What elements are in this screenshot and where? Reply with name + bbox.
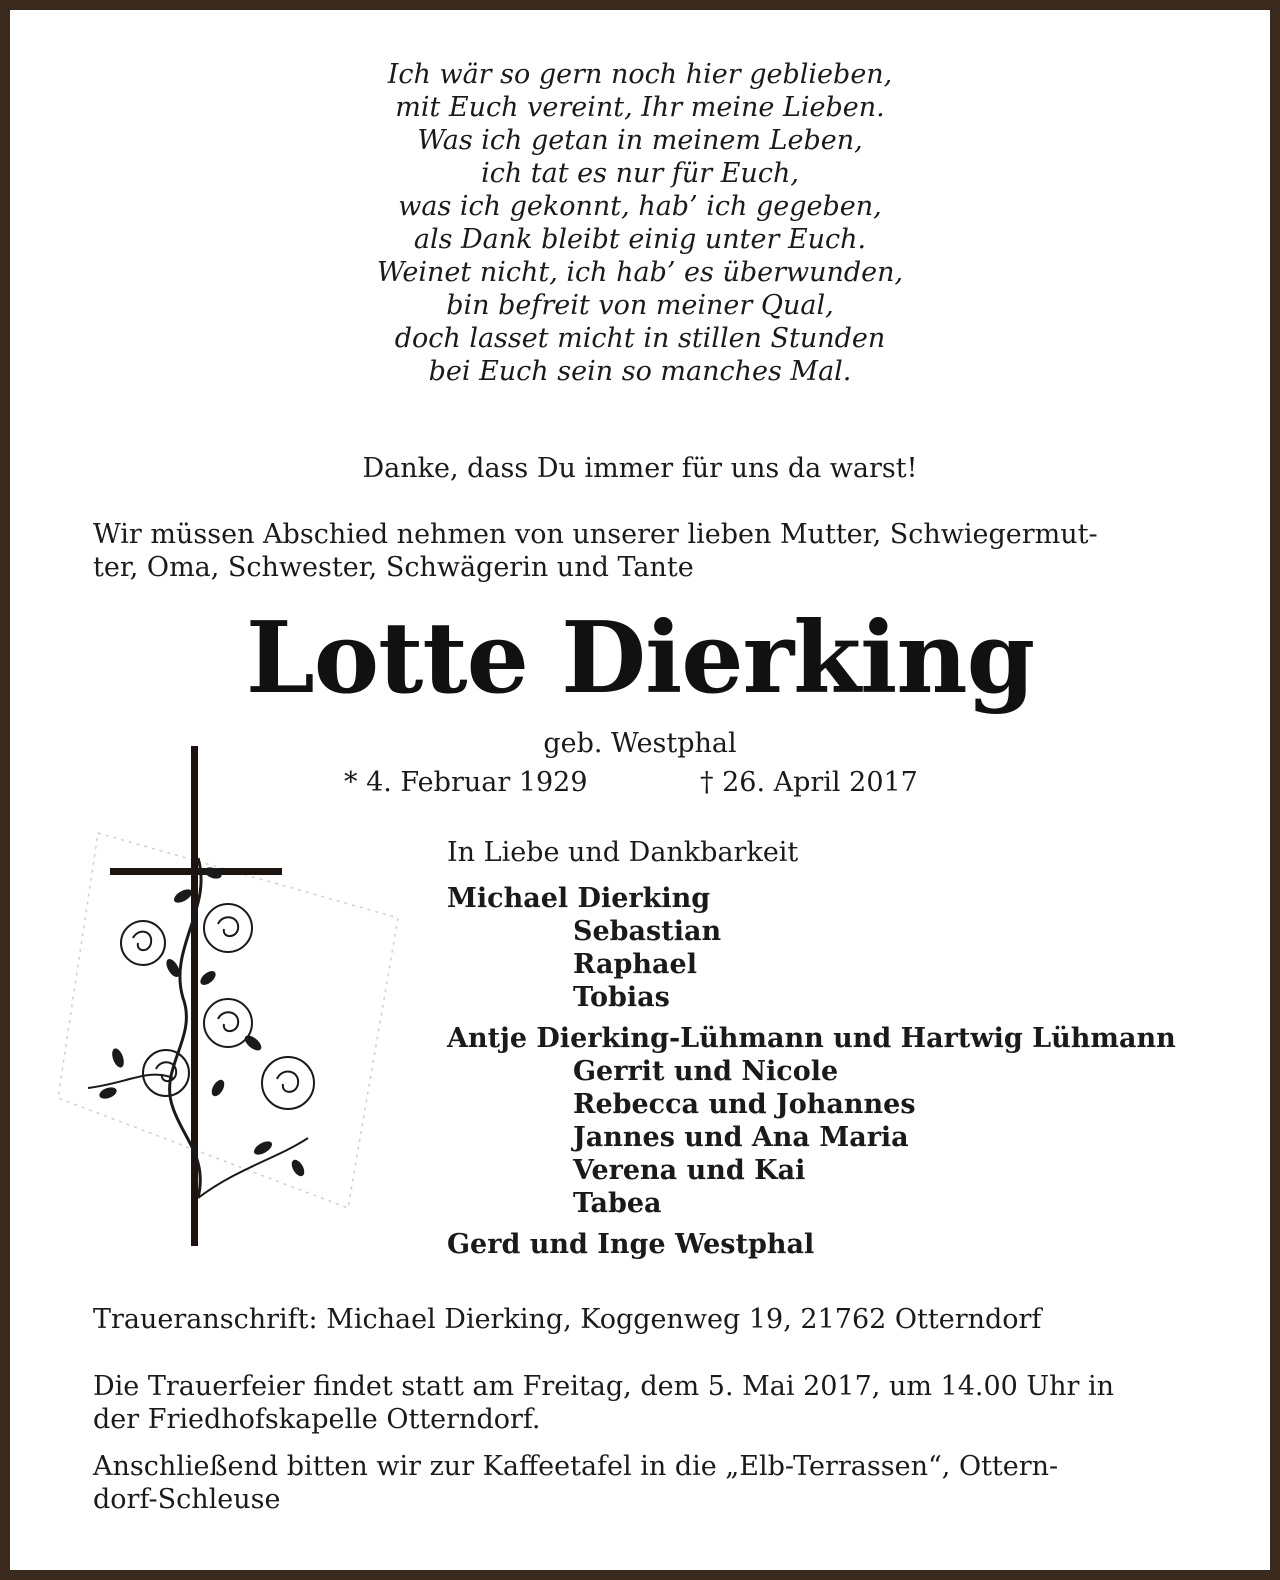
- poem-line: Weinet nicht, ich hab’ es überwunden,: [376, 257, 904, 288]
- poem-line: Ich wär so gern noch hier geblieben,: [387, 59, 893, 90]
- poem-line: Was ich getan in meinem Leben,: [417, 125, 863, 156]
- deceased-name: Lotte Dierking: [245, 601, 1035, 716]
- mourner-child: Jannes und Ana Maria: [573, 1122, 909, 1153]
- cross-with-roses-icon: [48, 738, 408, 1258]
- mourner-child: Tobias: [573, 982, 670, 1013]
- mourning-address: Traueranschrift: Michael Dierking, Koggenweg 19, 21762 Otterndorf: [93, 1304, 1042, 1335]
- ceremony-line: Die Trauerfeier findet statt am Freitag, dem 5. Mai 2017, um 14.00 Uhr in: [93, 1371, 1115, 1402]
- mourner-child: Raphael: [573, 949, 697, 980]
- poem: [10, 58, 1270, 388]
- mourner-child: Sebastian: [573, 916, 722, 947]
- poem-line: ich tat es nur für Euch,: [481, 158, 799, 189]
- death-date: † 26. April 2017: [700, 767, 918, 798]
- obituary-notice: [10, 10, 1270, 1570]
- spacer: [447, 1220, 1227, 1228]
- mourners-list: [447, 836, 1227, 1261]
- intro-line: Wir müssen Abschied nehmen von unserer lieben Mutter, Schwiegermut-: [93, 519, 1098, 550]
- mourner-head: Gerd und Inge Westphal: [447, 1229, 815, 1260]
- poem-line: mit Euch vereint, Ihr meine Lieben.: [395, 92, 885, 123]
- poem-line: bin befreit von meiner Qual,: [446, 290, 834, 321]
- intro-line: ter, Oma, Schwester, Schwägerin und Tante: [93, 552, 694, 583]
- mourner-child: Verena und Kai: [573, 1155, 806, 1186]
- poem-line: bei Euch sein so manches Mal.: [428, 356, 852, 387]
- birth-date: * 4. Februar 1929: [344, 767, 588, 798]
- coffee-info: [93, 1450, 1058, 1516]
- mourner-head: Antje Dierking-Lühmann und Hartwig Lühmann: [447, 1023, 1176, 1054]
- mourner-child: Gerrit und Nicole: [573, 1056, 839, 1087]
- mourners-intro: In Liebe und Dankbarkeit: [447, 837, 799, 868]
- mourner-child: Tabea: [573, 1188, 662, 1219]
- poem-line: als Dank bleibt einig unter Euch.: [413, 224, 867, 255]
- intro-text: [93, 518, 1193, 584]
- spacer: [447, 1014, 1227, 1022]
- ceremony-line: der Friedhofskapelle Otterndorf.: [93, 1404, 541, 1435]
- coffee-line: Anschließend bitten wir zur Kaffeetafel in die „Elb-Terrassen“, Ottern-: [93, 1451, 1059, 1482]
- ceremony-info: [93, 1370, 1114, 1436]
- mourner-child: Rebecca und Johannes: [573, 1089, 916, 1120]
- thanks-line: Danke, dass Du immer für uns da warst!: [362, 453, 918, 484]
- poem-line: doch lasset micht in stillen Stunden: [394, 323, 886, 354]
- maiden-name: geb. Westphal: [543, 728, 737, 759]
- poem-line: was ich gekonnt, hab’ ich gegeben,: [398, 191, 882, 222]
- mourner-head: Michael Dierking: [447, 883, 711, 914]
- coffee-line: dorf-Schleuse: [93, 1484, 281, 1515]
